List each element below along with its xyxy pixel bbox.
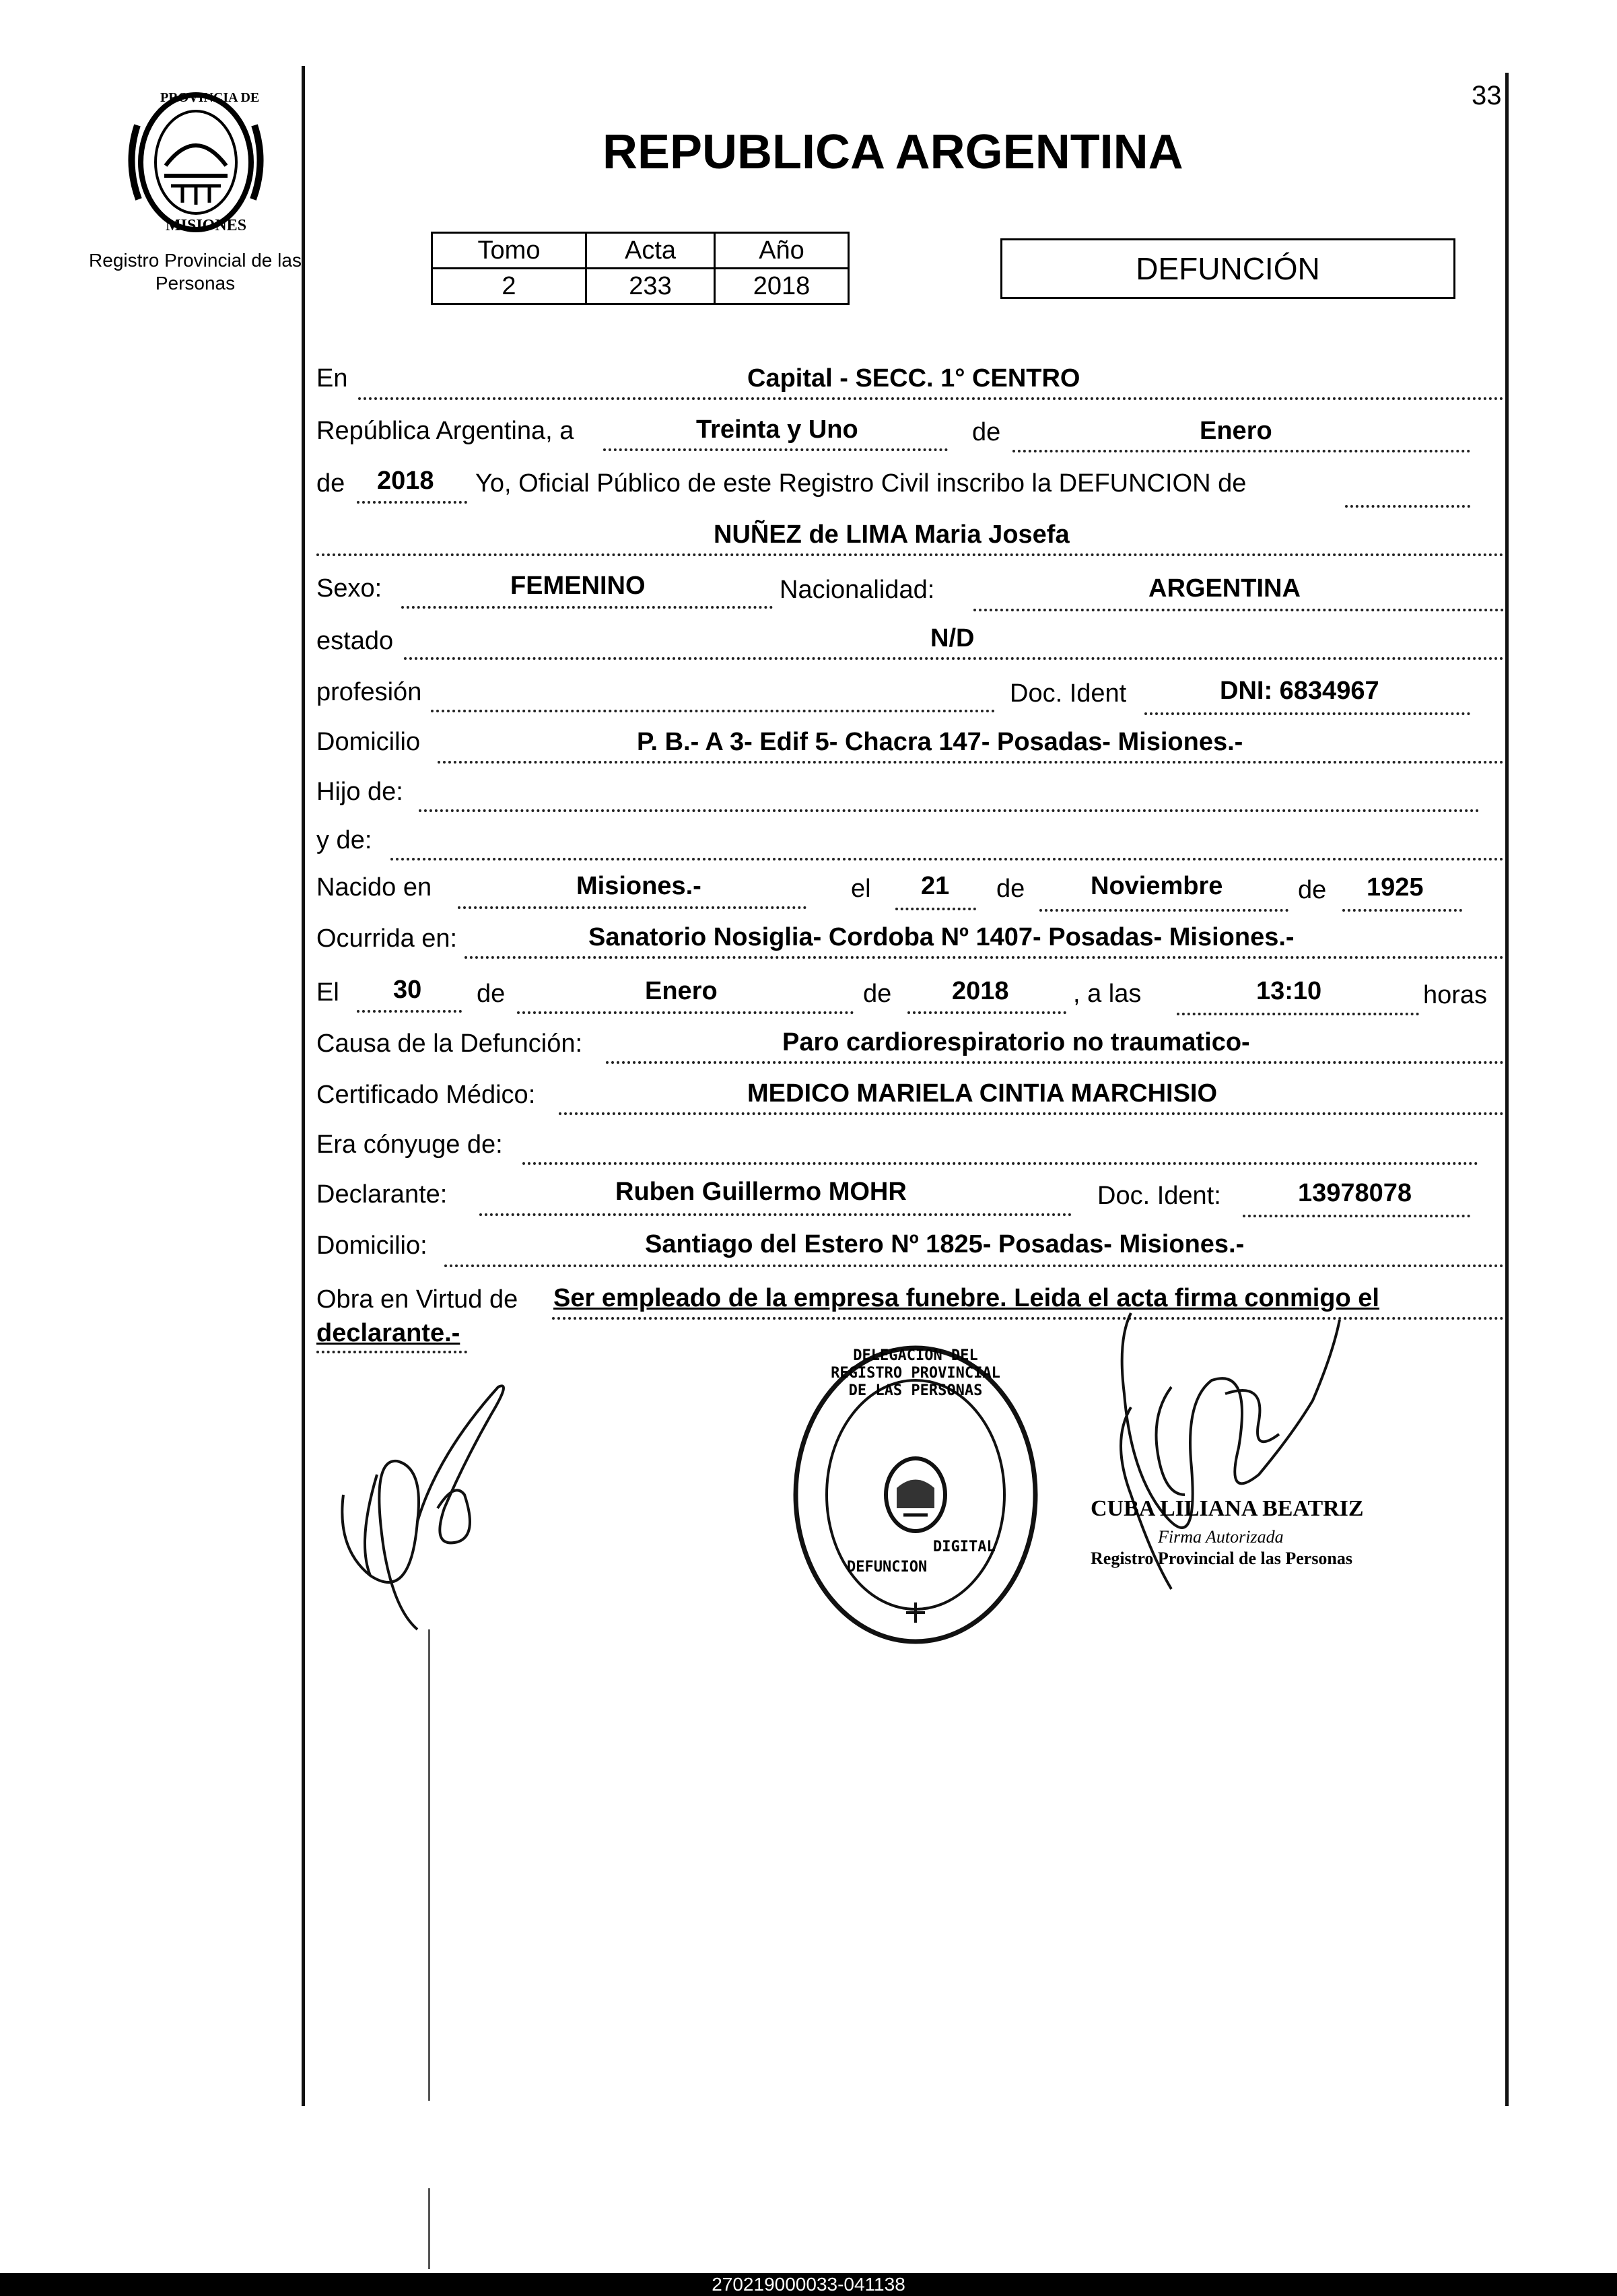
el2-label: El — [316, 978, 339, 1007]
doc2-line — [1243, 1215, 1470, 1217]
nacido-label: Nacido en — [316, 873, 432, 902]
footer-code: 270219000033-041138 — [712, 2274, 905, 2295]
obra-value: Ser empleado de la empresa funebre. Leida el acta firma conmigo el — [553, 1284, 1379, 1312]
hijo-label: Hijo de: — [316, 778, 403, 806]
causa-line — [606, 1061, 1504, 1064]
record-type-box — [1000, 238, 1455, 299]
domicilio-value: P. B.- A 3- Edif 5- Chacra 147- Posadas- Misiones.- — [637, 728, 1243, 756]
def-mes-line — [517, 1011, 854, 1014]
scan-mark — [428, 1629, 430, 2101]
anio-value: 2018 — [377, 467, 434, 495]
ocurrida-value: Sanatorio Nosiglia- Cordoba Nº 1407- Posadas- Misiones.- — [588, 923, 1295, 951]
def-hora-line — [1177, 1013, 1419, 1015]
alas-label: , a las — [1073, 980, 1142, 1008]
domicilio2-label: Domicilio: — [316, 1231, 427, 1260]
nac-dia-line — [895, 908, 976, 910]
def-mes: Enero — [645, 977, 718, 1005]
declarante-value: Ruben Guillermo MOHR — [615, 1178, 907, 1206]
right-margin-rule — [1505, 73, 1509, 2106]
nac-mes-line — [1039, 909, 1288, 912]
en-value: Capital - SECC. 1° CENTRO — [747, 364, 1080, 393]
page-number: 33 — [1472, 81, 1502, 110]
official-signature — [1091, 1299, 1427, 1677]
dia-line — [603, 448, 948, 451]
anio-line — [357, 501, 467, 504]
table-value-acta: 233 — [586, 269, 715, 304]
oficial-line — [1345, 505, 1470, 508]
ocurrida-label: Ocurrida en: — [316, 924, 458, 953]
def-dia: 30 — [393, 976, 422, 1004]
en-line — [358, 397, 1504, 400]
obra-value-2: declarante.- — [316, 1319, 460, 1347]
domicilio-line — [438, 761, 1504, 764]
footer-code-bar — [0, 2273, 1617, 2296]
logo-text-bottom: MISIONES — [166, 217, 247, 234]
domicilio-label: Domicilio — [316, 728, 421, 756]
table-value-anio: 2018 — [715, 269, 849, 304]
declarante-label: Declarante: — [316, 1180, 448, 1209]
nac-mes: Noviembre — [1091, 872, 1223, 900]
sexo-line — [401, 606, 773, 609]
de-label-6: de — [863, 980, 892, 1008]
declarant-signature — [330, 1374, 532, 1656]
certificado-line — [559, 1112, 1504, 1115]
page-title: REPUBLICA ARGENTINA — [603, 125, 1183, 179]
nac-anio: 1925 — [1367, 873, 1424, 902]
estado-label: estado — [316, 627, 394, 655]
en-label: En — [316, 364, 348, 393]
doc-value: DNI: 6834967 — [1220, 677, 1379, 705]
official-name: CUBA LILIANA BEATRIZ — [1091, 1496, 1364, 1521]
certificado-value: MEDICO MARIELA CINTIA MARCHISIO — [747, 1079, 1218, 1108]
table-header-tomo: Tomo — [432, 233, 586, 269]
causa-label: Causa de la Defunción: — [316, 1029, 583, 1058]
nac-anio-line — [1342, 909, 1462, 912]
domicilio2-line — [444, 1264, 1504, 1267]
def-hora: 13:10 — [1256, 977, 1322, 1005]
estado-value: N/D — [930, 624, 975, 652]
doc2-label: Doc. Ident: — [1097, 1182, 1221, 1210]
table-header-acta: Acta — [586, 233, 715, 269]
logo-text-top: PROVINCIA DE — [160, 90, 260, 105]
doc2-value: 13978078 — [1298, 1179, 1412, 1207]
oficial-text: Yo, Oficial Público de este Registro Civil inscribo la DEFUNCION de — [475, 469, 1247, 498]
yde-label: y de: — [316, 826, 372, 854]
obra-label: Obra en Virtud de — [316, 1285, 518, 1314]
official-org: Registro Provincial de las Personas — [1091, 1549, 1353, 1568]
obra-line-2 — [316, 1351, 467, 1353]
official-stamp — [774, 1337, 1057, 1653]
de-label-5: de — [477, 980, 506, 1008]
hijo-line — [419, 809, 1480, 812]
sexo-value: FEMENINO — [510, 572, 646, 600]
nac-dia: 21 — [921, 872, 950, 900]
el-label: el — [851, 875, 871, 903]
de-label: de — [972, 418, 1001, 446]
yde-line — [390, 858, 1504, 860]
nacionalidad-label: Nacionalidad: — [780, 576, 935, 604]
dia-value: Treinta y Uno — [696, 415, 858, 444]
def-anio-line — [907, 1011, 1066, 1014]
deceased-name: NUÑEZ de LIMA Maria Josefa — [714, 520, 1070, 549]
nacionalidad-line — [973, 609, 1504, 611]
republica-label: República Argentina, a — [316, 417, 574, 445]
mes-line — [1012, 450, 1470, 452]
registry-table — [431, 232, 850, 305]
conyuge-label: Era cónyuge de: — [316, 1130, 503, 1159]
nacido-value: Misiones.- — [576, 872, 701, 900]
de-label-2: de — [316, 469, 345, 498]
name-line — [316, 553, 1504, 556]
certificado-label: Certificado Médico: — [316, 1081, 536, 1109]
def-dia-line — [357, 1010, 462, 1013]
declarante-line — [479, 1213, 1072, 1216]
province-logo — [118, 85, 273, 240]
profesion-label: profesión — [316, 678, 422, 706]
ocurrida-line — [465, 956, 1504, 959]
stamp-inner-left: DEFUNCION — [847, 1559, 928, 1576]
doc-label: Doc. Ident — [1010, 679, 1127, 708]
stamp-outer-text: DELEGACION DEL REGISTRO PROVINCIAL DE LAS PERSONAS — [831, 1347, 1000, 1399]
scan-mark-2 — [428, 2188, 430, 2269]
horas-label: horas — [1423, 981, 1488, 1009]
de-label-4: de — [1298, 876, 1327, 904]
de-label-3: de — [996, 875, 1025, 903]
official-role: Firma Autorizada — [1158, 1527, 1284, 1547]
sexo-label: Sexo: — [316, 574, 382, 603]
doc-line — [1144, 712, 1470, 715]
table-value-tomo: 2 — [432, 269, 586, 304]
conyuge-line — [522, 1162, 1478, 1165]
def-anio: 2018 — [952, 977, 1009, 1005]
nacido-line — [458, 906, 806, 909]
profesion-line — [431, 710, 995, 712]
estado-line — [404, 657, 1504, 660]
mes-value: Enero — [1200, 417, 1272, 445]
record-type: DEFUNCIÓN — [1136, 251, 1320, 286]
registry-label: Registro Provincial de las Personas — [89, 250, 302, 294]
causa-value: Paro cardiorespiratorio no traumatico- — [782, 1028, 1250, 1056]
nacionalidad-value: ARGENTINA — [1148, 574, 1301, 603]
table-header-anio: Año — [715, 233, 849, 269]
stamp-inner-right: DIGITAL — [933, 1539, 996, 1555]
domicilio2-value: Santiago del Estero Nº 1825- Posadas- Misiones.- — [645, 1230, 1245, 1258]
left-margin-rule — [302, 66, 305, 2106]
